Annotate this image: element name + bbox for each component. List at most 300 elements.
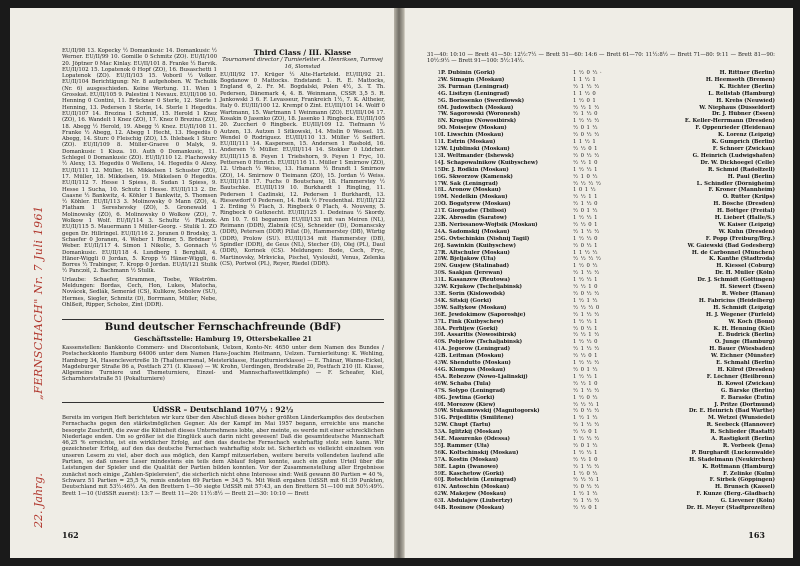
player-ussr: T. Giorgadse (Tbilissi) (441, 208, 507, 215)
player-germany: W. Niephaus (Düsseldorf) (699, 104, 775, 111)
board-number: 3 (437, 83, 441, 90)
board-number: 9 (437, 125, 441, 132)
table-row (427, 250, 775, 257)
player-germany: M. Wetzel (Wunsiedel) (707, 415, 775, 422)
board-number: 25 (434, 235, 441, 242)
player-germany: H. Schmidt (Leipzig) (713, 304, 775, 311)
game-scores: ½ ½ 1 0 (573, 456, 598, 463)
board-number: 2 (437, 76, 441, 83)
game-scores: ½ 1 ½ ½ (573, 228, 600, 235)
table-row (427, 505, 775, 512)
player-ussr: L. Aronow (Moskau) (441, 187, 501, 194)
board-number: 45 (434, 373, 441, 380)
player-ussr: E. Masurenko (Odessa) (441, 436, 511, 443)
game-scores: 1 ½ ½ 0 (573, 339, 598, 346)
player-germany: R. Schlieder (Rastatt) (710, 429, 775, 436)
table-row (427, 201, 775, 208)
game-scores: ½ 1 ½ 0 (573, 111, 598, 118)
player-ussr: J. Rammer (Ufa) (441, 442, 490, 449)
board-number: 52 (434, 422, 441, 429)
game-scores: ½ ½ 1 ½ (573, 332, 600, 339)
left-column-2 (220, 48, 385, 267)
player-germany: B. Kowol (Zwickau) (717, 380, 775, 387)
board-number: 5 (437, 97, 441, 104)
player-ussr: S. Solypo (Leningrad) (441, 387, 506, 394)
game-scores: 1 ½ 0 ½ (573, 470, 598, 477)
player-germany: G. Bärske (Berlin) (720, 387, 775, 394)
table-row (427, 477, 775, 484)
board-number: 15 (434, 166, 441, 173)
player-germany: W. Koch (Bonn) (728, 318, 775, 325)
game-scores: ½ ½ 0 1 (573, 429, 598, 436)
player-ussr: L. Kasanzew (Reutowa) (441, 277, 511, 284)
board-number: 46 (434, 380, 441, 387)
player-germany: H. Brunsch (Kassel) (715, 484, 775, 491)
handwritten-note: „FERNSCHACH" Nr. 7 Juli 1961 (32, 205, 45, 400)
board-number: 23 (434, 221, 441, 228)
player-germany: H. Rittner (Berlin) (719, 70, 775, 76)
player-ussr: S. Saakjan (Jerewan) (441, 270, 503, 277)
table-row (427, 484, 775, 491)
game-scores: ½ 0 ½ ½ (573, 484, 600, 491)
player-ussr: N. Antoschin (Moskau) (441, 484, 510, 491)
table-row (427, 111, 775, 118)
game-scores: ½ ½ 0 1 (573, 353, 598, 360)
player-germany: F. Löchner (Heilbronn) (706, 373, 775, 380)
table-row (427, 98, 775, 105)
board-number: 29 (434, 263, 441, 270)
section-subtitle: Tournament director / Turnierleiter A. Henriksen, Turmvej 16, Slomstad (222, 57, 383, 70)
board-number: 28 (434, 256, 441, 263)
board-number: 53 (434, 429, 441, 436)
game-scores: 1 0 1 ½ (573, 187, 597, 194)
player-germany: W. Kaiser (Leipzig) (718, 221, 775, 228)
table-row (427, 319, 775, 326)
table-row (427, 415, 775, 422)
table-row (427, 353, 775, 360)
game-scores: 1 ½ ½ 1 (573, 373, 598, 380)
game-scores: ½ 1 ½ ½ (573, 311, 600, 318)
player-ussr: J. Schapowalnikow (Kuibyschew) (441, 159, 538, 166)
divider-rule (62, 402, 384, 403)
table-row (427, 312, 775, 319)
table-row (427, 208, 775, 215)
table-row (427, 222, 775, 229)
game-scores: 1 ½ 1 ½ (573, 415, 598, 422)
table-row (427, 436, 775, 443)
board-number: 26 (434, 242, 441, 249)
right-page (404, 8, 793, 558)
player-germany: W. Kuhn (Dresden) (718, 228, 775, 235)
table-row (427, 132, 775, 139)
player-germany: F. Baraske (Eutin) (720, 394, 775, 401)
table-row (427, 429, 775, 436)
table-row (427, 491, 775, 498)
results-paragraph: EU/II/98 13. Kopecky ½ Domankusic 14. Domankusic ½ Werner. EU/II/99 10. Gomille 0 Schmitz (ZO). EU/II/100 20. Jöptner 0 Mac Kinlay. EU/II/101 8. Franke ½ Barvik. EU/II/102 15. Lopatenok 0 Hopf (ZO), 16. Busaschetti 1 Lopatenok (ZO). EU/II/103 15. Voboril ½ Volker. EU/II/104 Berichtigung: Nr. 8 aufgehoben. W. Tschulik (Nr. 6) ausgeschieden. Keine Wertung. 11. Wien 1 Grosskat. EU/II/105 9. Palestini 1 Nevaux. EU/II/106 10. Henning 0 Contini, 11. Brückner 0 Sterle, 12. Sterle 1 Henning, 13. Pedersen 1 Sterle, 14. Sterle 1 Hegedüs. EU/II/107 14. Brezina 1 Schmid, 15. Herold 1 Knez (ZO), 16. Wandelt 1 Knez (ZO), 17. Knez 0 Brezina (ZO), 18. Abegg ½ Herold, 19. Abegg ½ Knez. EU/II/108 11. Franke ½ Abegg, 12. Abegg 1 Hecht, 13. Hegedüs 0 Abegg, 14. Sturc 0 Fleischig (ZO), 15. Ihlebaek 1 Sturc (ZO). EU/II/109 8. Müller-Graeve 0 Malyk, 9. Domankusic 1 Kisza. 10. Auth 0 Domankusic, 11. Schlegel 0 Domankusic (ZO). EU/II/110 12. Flachowsky ½ Alexy, 13. Hegedüs 0 Wellens, 14. Hegedüs 0 Alexy. EU/II/111 12. Müller, 16. Mikkelsen 1 Schuster (ZO), 17. Müller, 18. Mikkelsen, 19. Mikkelsen 0 Hegedüs. EU/II/112 7. Hesse 1 Spiess, 8. Sudan 1 Spiess, 9. Hesse 1 Sucha, 10. Schutz 1 Hesse. EU/II/113 2. Dr. Caasne ½ Bankwitz, 4. Köhler 1 Bankwitz, 5. Thomsen ½ Köhler. EU/II/113 3. Molinowsky 0 Mann (ZO), 4. Flatham 1 Sereshevsky (ZO), 5. Gronewald 1 Molinowsky (ZO), 6. Molinowsky 0 Wolkow (ZO), 7. Wolkow 1 Wolf. EU/II/114 3. Schultz ½ Flatzek. EU/II/115 5. Mauermann 1 Müller-Georg. - Stulik 1. ZO gegen Dr. Hillringel. EU/II/116 2. Joranen 0 Brodsky, 3. Schaefer 0 Joranen, 4. Weber 1 Römer, 5. Brödner 1 Weber. EU/II/117 4. Simon 1 Nikolic, 5. Gonnach ½ Domankusic. EU/II/118 4. Lundberg 1 Berghäll, 4. Häner-Wiggli 0 Jordan, 5. Kropp ½ Häner-Wiggli, 6. Borres ½ Trabinger, 7. Kropp 0 Jordan. EU/II/121 Stulik ½ Panczél, 2. Bachmann ½ Stulik. (62, 48, 217, 275)
player-germany: H. Kilrof (Dresden) (717, 366, 775, 373)
game-scores: ½ 0 1 ½ (573, 125, 598, 132)
board-number: 27 (434, 249, 441, 256)
game-scores: ½ 0 ½ 1 (573, 325, 598, 332)
player-ussr: O. Bogatyrew (Moskau) (441, 201, 511, 208)
game-scores: 1 ½ 0 ½ · (573, 70, 603, 76)
player-germany: J. Pritze (Dortmund) (714, 401, 775, 408)
player-ussr: E. Jewdokimow (Saporoshje) (441, 311, 526, 318)
game-scores: ½ 1 ½ 0 (573, 201, 598, 208)
player-germany: F. Popp (Freiburg/Brg.) (705, 235, 775, 242)
table-row (427, 284, 775, 291)
player-ussr: A. Kostin (Moskau) (441, 456, 499, 463)
game-scores: 1 ½ ½ 0 (573, 235, 598, 242)
board-number: 62 (434, 491, 441, 498)
table-row (427, 270, 775, 277)
game-scores: 1 ½ ½ 1 (573, 277, 598, 284)
player-ussr: A. Perfiljew (Gorki) (441, 325, 498, 332)
player-germany: F. Sirbek (Göppingen) (709, 477, 775, 484)
game-scores: 1 ½ ½ 1 (573, 449, 598, 456)
game-scores: ½ 0 1 ½ (573, 208, 598, 215)
board-number: 22 (434, 215, 441, 222)
player-ussr: A. Sadomskij (Moskau) (441, 228, 510, 235)
handwritten-year: 22. Jahrg. (32, 473, 45, 528)
player-germany: Dr. J. Schmidt (Göttingen) (697, 277, 775, 284)
board-number: 13 (434, 152, 441, 159)
player-ussr: P. Dubinin (Gorki) (441, 70, 496, 76)
player-germany: L. Schindler (Dörnigheim) (696, 180, 775, 187)
board-number: 37 (434, 318, 441, 325)
player-ussr: W. Saltykow (Moskau) (441, 304, 507, 311)
player-germany: W. Gaiewski (Bad Godesberg) (687, 242, 775, 249)
player-germany: Dr. W. Dickhoegel (Celle) (700, 159, 775, 166)
game-scores: ½ 0 ½ ½ (573, 408, 600, 415)
results-table (427, 70, 775, 522)
table-row (427, 277, 775, 284)
player-germany: H. Liebert (Halle/S.) (714, 215, 775, 222)
table-row (427, 167, 775, 174)
game-scores: ½ 0 ½ ½ (573, 291, 600, 297)
player-ussr: B. Rosinow (Moskau) (441, 505, 505, 512)
game-scores: 1 1 ½ 0 (573, 90, 597, 97)
table-row (427, 236, 775, 243)
player-germany: Dr. H. Müller (Köln) (715, 270, 775, 277)
player-ussr: S. Pobjelow (Tschaljabinsk) (441, 339, 523, 346)
game-scores: 1 ½ ½ 1 (573, 166, 598, 173)
game-scores: ½ 0 ½ ½ (573, 132, 600, 139)
table-row (427, 118, 775, 125)
table-row (427, 346, 775, 353)
board-number: 63 (434, 498, 441, 505)
board-number: 10 (434, 132, 441, 139)
player-germany: O. Junge (Hamburg) (714, 339, 775, 346)
game-scores: 1 ½ ½ ½ (573, 118, 600, 125)
game-scores: 1 1 ½ 1 (573, 139, 597, 146)
board-number: 48 (434, 394, 441, 401)
player-germany: A. Rastigkeit (Berlin) (711, 436, 775, 443)
table-row (427, 443, 775, 450)
player-germany: F. Oppenrieder (Heidenau) (695, 125, 775, 132)
game-scores: ½ ½ ½ 1 (573, 401, 600, 408)
player-ussr: K. Koltschinskij (Moskau) (441, 449, 519, 456)
player-ussr: K. Abrosdin (Saratow) (441, 215, 507, 222)
board-number: 4 (437, 90, 441, 97)
player-ussr: J. Rotschtein (Leningrad) (441, 477, 517, 484)
player-ussr: E. Sorin (Kislowodsk) (441, 291, 506, 297)
board-number: 64 (434, 505, 441, 512)
player-ussr: A. Rebezow (Nowo-Ljalinskij) (441, 373, 528, 380)
board-number: 36 (434, 311, 441, 318)
table-row (427, 174, 775, 181)
left-column-1 (62, 48, 217, 308)
player-germany: R. Schmid (Radolfzell) (707, 166, 775, 173)
table-row (427, 229, 775, 236)
board-number: 32 (434, 284, 441, 291)
game-scores: 1 ½ 1 ½ (573, 491, 598, 498)
game-scores: ½ 1 ½ ½ (573, 463, 600, 470)
player-germany: H. Fabricius (Heidelberg) (698, 297, 775, 304)
section-title: Third Class / III. Klasse (253, 48, 352, 57)
board-number: 51 (434, 415, 441, 422)
board-number: 41 (434, 346, 441, 353)
game-scores: ½ ½ ½ 1 (573, 477, 600, 484)
table-row (427, 139, 775, 146)
game-scores: ½ 1 ½ ½ (573, 387, 600, 394)
game-scores: 1 ½ ½ 1 (573, 318, 598, 325)
game-scores: 1 ½ ½ ½ (573, 360, 600, 367)
table-row (427, 374, 775, 381)
player-ussr: W. Krjukow (Tscheljabinsk) (441, 284, 523, 291)
notices-paragraph: Urlaube: Schaefer, Strammen, Toebe, Wikström. Meldungen: Bordas, Cech, Hon, Lukes, Matocha, Novácek, Sedlák, Semerád (CS), Kulikow, Sobolew (SU), Hermes, Siegler, Schmitz (D), Borrmann, Müller, Nebe, Ohlßeit, Ripper, Scholze, Zint (DDR). (62, 276, 217, 308)
player-germany: R. Vorbeek (Jena) (722, 442, 775, 449)
game-scores: ½ 1 ½ ½ (573, 83, 600, 90)
game-scores: 1 ½ ½ ½ (573, 436, 600, 443)
player-germany: Dr. J. Hübner (Essen) (711, 111, 775, 118)
table-row (427, 471, 775, 478)
results-table-body (427, 70, 775, 512)
game-scores: ½ 0 1 ½ (573, 442, 598, 449)
board-number: 49 (434, 401, 441, 408)
game-scores: ½ ½ 1 0 (573, 380, 598, 387)
table-row (427, 326, 775, 333)
player-ussr: W. Shendutto (Moskau) (441, 360, 511, 367)
table-row (427, 84, 775, 91)
game-scores: ½ 1 ½ ½ (573, 498, 600, 505)
board-number: 61 (434, 484, 441, 491)
board-number: 50 (434, 408, 441, 415)
player-ussr: J. Sawinkin (Kuibyschew) (441, 242, 516, 249)
table-row (427, 181, 775, 188)
board-results-text: 31—40: 10:10 — Brett 41—50: 12½:7½ — Brett 51—60: 14:6 — Brett 61—70: 11½:8½ — Brett 71—80: 9:11 — Brett 81—90: 10½:9½ — Brett 91—100: 5½:14½. (427, 52, 775, 65)
board-number: 30 (434, 270, 441, 277)
game-scores: 1 ½ ½ 1 (573, 215, 598, 222)
player-germany: Dr. E. Heinrich (Bad Warthe) (688, 408, 775, 415)
player-germany: F. Schnorr (Zwickau) (712, 145, 775, 152)
player-germany: F. Kunze (Berg.-Gladbach) (696, 491, 775, 498)
board-number: 35 (434, 304, 441, 311)
game-scores: ½ ½ ½ ½ (573, 180, 602, 187)
game-scores: ½ ½ ½ ½ (573, 256, 602, 263)
table-row (427, 381, 775, 388)
table-row (427, 153, 775, 160)
board-number: 8 (437, 118, 441, 125)
player-ussr: G. Ovtschinkin (Nishnij Tagil) (441, 235, 530, 242)
board-number: 47 (434, 387, 441, 394)
player-ussr: W. Simagin (Moskau) (441, 76, 505, 83)
player-ussr: S. Furman (Leningrad) (441, 83, 509, 90)
table-row (427, 408, 775, 415)
player-germany: P. Burghardt (Luckenwalde) (691, 449, 775, 456)
player-ussr: W. Sagorowski (Woronesh) (441, 111, 521, 118)
table-row (427, 91, 775, 98)
udssr-heading: UdSSR – Deutschland 107½ : 92½ (152, 405, 294, 414)
board-number: 19 (434, 194, 441, 201)
board-number: 6 (437, 104, 441, 111)
board-number: 55 (434, 442, 441, 449)
table-row (427, 395, 775, 402)
game-scores: 1 ½ 0 ½ (573, 394, 598, 401)
board-number: 34 (434, 297, 441, 304)
divider-rule (62, 319, 384, 320)
table-row (427, 298, 775, 305)
board-number: 1 (437, 70, 441, 76)
game-scores: ½ 0 ½ ½ (573, 152, 600, 159)
bdf-subheading: Geschäftsstelle: Hamburg 19, Ottersbekallee 21 (134, 335, 312, 343)
game-scores: 1 ½ 0 ½ (573, 263, 598, 270)
player-ussr: I. Morozow (Kiew) (441, 401, 496, 408)
player-ussr: I. Assaritis (Nowosibirsk) (441, 332, 517, 339)
bdf-text: Kassenstellen: Bankkonto Commerz- und Discontobank, Uelzen, Konto-Nr. 4650 unter dem Namen des Bundes / Postscheckkonto Hamburg 64006 unter dem Namen Hans-Joachim Heitmann, Uelzen. Turnierleitung: K. Wehling, Hamburg 34, Hasenclevertreße 1b (Thaltenernenal, Meisterklasse, Hauptturnierklasse) — E. Thänar, Wanne-Eickel, Magdeburger Straße 86 a, Postfach 271 (I. Klasse) — W. Krohn, Uerdingen, Brodstraße 20, Postfach 210 (II. Klasse, Allgemeine Turniere und Themeturniere, Einzel- und Mannschaftswettkämpfe) — F. Scheafer, Kiel, Scharnhorststraße 51 (Pokalturniere) (62, 345, 384, 383)
player-ussr: G. Prijedlitis (Smilitene) (441, 415, 514, 422)
player-germany: F. Kroner (Mannheim) (708, 187, 775, 194)
game-scores: ½ ½ 1 0 (573, 284, 598, 291)
game-scores: ½ 1 ½ ½ (573, 270, 600, 277)
table-row (427, 388, 775, 395)
player-germany: H. Heemsoth (Bremen) (705, 76, 775, 83)
game-scores: 1 1 ½ 1 (573, 76, 597, 83)
player-germany: K. Lorenz (Leipzig) (718, 132, 775, 139)
player-ussr: W. Ljublinski (Moskau) (441, 145, 510, 152)
table-row (427, 360, 775, 367)
board-number: 11 (434, 139, 441, 146)
board-number: 16 (434, 173, 441, 180)
board-number: 42 (434, 353, 441, 360)
player-germany: G. Heinrich (Ludwigshafen) (692, 152, 775, 159)
left-page (10, 8, 395, 558)
game-scores: ½ ½ 1 1 (573, 194, 598, 201)
player-ussr: L. Fink (Kuibyschew) (441, 318, 504, 325)
board-number: 54 (434, 436, 441, 443)
board-number: 43 (434, 360, 441, 367)
table-row (427, 215, 775, 222)
board-number: 24 (434, 228, 441, 235)
udssr-text: Bereits im vorigen Heft berichteten wir kurz über den Abschluß dieses bisher größten Länderkampfes des deutschen Fernschachs gegen den stärkstmöglichen Gegner. Als der Kampf im Mai 1957 begann, erreichte uns manche besorgte Zuschrift, die zwar die Kühnheit dieses Unternehmens lobte, aber meinte, es werde mit einer schrecklichen Niederlage enden. Um so größer ist die Einglück auch darin nicht gewesen! Daß die gesamtdeutsche Mannschaft 46,25 % erreichte, ist ein wirklicher Erfolg, auf den das deutsche Fernschach wahrhaftig stolz sein kann. Wir gezeichneter Erfolg, auf den das deutsche Fernschach wahrhaftig stolz ist. Sicherlich es vielleicht einzelnen von unseren Lesern zu viel, aber doch aus möglich, den Kampf mitzuerleben, weitere bereits vollendeten laufend alle Partien, so daß unsere Leser mindestens ein teils dem Ablauf folgen konnte, auch ein guten Urteil über die Leistungen der Spieler und die Qualität der Partien bilden konnten. Vor der Zusammenstellung aller Ergebnisse zunächst noch einige „Zahlen-Spielereien", die sicherlich nicht ohne Interesse sind: Weiß gewann 80 Partien = 40 %, Schwarz 51 Partien = 25,5 %, remis endeten 69 Partien = 34,5 %. Mit Weiß ergaben UdSSR mit 61:39 Punkten, Deutschland mit 53½:46½. An den Brettern 1—50 siegte UdSSR mit 57:43, an den Brettern 51—100 mit 50½:49½. Brett 1—10 (UdSSR zuerst): 13:7 — Brett 11—20: 11½:8½ — Brett 21—30: 10:10 — Brett (62, 415, 384, 497)
player-germany: K. Gumprich (Berlin) (711, 139, 775, 146)
player-germany: H. Siewert (Essen) (719, 284, 775, 291)
player-ussr: M. Judowitsch (Moskau) (441, 104, 514, 111)
board-number: 38 (434, 325, 441, 332)
table-row (427, 339, 775, 346)
player-ussr: W. Schaba (Tula) (441, 380, 491, 387)
game-scores: 1 1 ½ ½ (573, 249, 598, 256)
page-number: 162 (62, 530, 79, 540)
board-number: 14 (434, 159, 441, 166)
table-row (427, 146, 775, 153)
player-germany: H. Bauer (Wiesbaden) (709, 346, 775, 353)
table-row (427, 194, 775, 201)
player-ussr: A. Iglitzkij (Moskau) (441, 429, 503, 436)
player-ussr: B. Nerissanow-Wojtsik (Moskau) (441, 221, 538, 228)
table-row (427, 125, 775, 132)
game-scores: ½ ½ 1 ½ (573, 104, 600, 111)
player-germany: Dr. H. Meyer (Stadtprozelten) (686, 505, 775, 512)
player-ussr: K. Sitskij (Gorki) (441, 297, 492, 304)
table-row (427, 160, 775, 167)
player-ussr: I. Estrin (Moskau) (441, 139, 496, 146)
board-number: 20 (434, 201, 441, 208)
third-class-results: EU/III/92 17. Krüger ½ Alte-Hartzfeld. EU/III/92 21. Bogdanow 0 Mattocks. Endstand: 1. R. E. Mattocks, England 6, 2. Fr. M. Bogdalski, Polen 4½, 3. T. Th. Pedersen, Dänemark 4, 4. B. Weinmann, CSSR 3,5 5. R. Jankowski 3 6. F. Levasseur, Frankreich 1½, 7. K. Altheier, Italy 0. EU/III/100 12. Krempf 0 Zint. EU/III/101 14. Wolff 0 Wartmann, 15. Wartmann 1 Weinmann (ZO). EU/III/104 17. Kosakin 0 Jasenko (ZO), 18. Jasenko 1 Ringbeck. EU/III/105 20. Zuccheri 0 Ringbeck. EU/III/109 12. Tiefmann ½ Autzen, 13. Autzen 1 Sitkowski, 14. Mislin 0 Wessel. 15. Wendel 0 Rodriguez. EU/III/110 13. Müller ½ Seiffert. EU/III/111 14. Kaspersen, 15. Andersen 1 Rasbold, 16. Andersen ½ Müller. EU/III/114 14. Stokker 0 Lüdcher. EU/III/115 8. Feyen 1 Triebshorn, 9. Feyen 1 Fryc, 10. Pettersen 0 Hinrich. EU/III/116 11. Müller 1 Smirnow (ZO), 12. Urbach ½ Weiss, 13. Hamann ½ Brandt 1 Smirnow (ZO), 14. Smirnow 0 Tieimann (ZO), 15. Jordan ½ Weiss. EU/III/118 17. Fuchs 0 Boutschaw, 18. Hammerstey ½ Bautschke. EU/III/119 10. Burkhardt 1 Ringling, 11. Pedersen 1 Cazlinski, 12. Pedersen 1 Burkhardt, 13. Riesewdorf 0 Pedersen, 14. Reik ½ Freudenthal. EU/III/122 2. Erding ½ Flach, 3. Ringbeck 0 Flach, 4. Nouveny, 5. Ringbeck 0 Gutknecht. EU/III/125 1. Dedeinau ½ Skordy. Am 10. 7. 61 begannen EU/III/133 mit van Meiren (NL), Reimann (DDR), Zlabnik (CS), Schneider (D), Domanscsky (DDR), Petersen (DDR) Pillat (D), Hammerstey (DB), Würtig (DDR), Prolow (SU). EU/III/134 mit Hammerstey (DB), Spindler (DDR), de Geus (NL), Stecher (D), Olej (PL), Daul (DDR), Korinek (CS). Meldungen: Bode, Cech, Fryc, Martinovsky, Mrkvicka, Pischel, Vysloužil, Venus, Zelenka (CS), Portwol (PL), Reyer, Riedel (DDR). (220, 71, 385, 267)
table-row (427, 450, 775, 457)
player-germany: E. Schmahl (Berlin) (716, 360, 775, 367)
game-scores: ½ ½ 1 0 (573, 159, 598, 166)
game-scores: ½ ½ ½ 0 (573, 304, 600, 311)
player-germany: E. Keller-Herrmann (Dresden) (684, 118, 775, 125)
player-germany: K. H. Henning (Kiel) (713, 325, 775, 332)
book-gutter (394, 8, 404, 558)
player-ussr: W. Makejew (Moskau) (441, 491, 507, 498)
player-ussr: G. Lisitzyn (Leningrad) (441, 90, 510, 97)
game-scores: ½ 1 ½ ½ (573, 422, 600, 429)
board-number: 56 (434, 449, 441, 456)
player-germany: K. Rottmann (Hamburg) (702, 463, 775, 470)
player-ussr: N. Gusjew (Stalinabad) (441, 263, 510, 270)
game-scores: ½ 0 ½ 1 (573, 242, 598, 249)
player-germany: H. J. Wegener (Fürfeld) (706, 311, 775, 318)
table-row (427, 305, 775, 312)
table-row (427, 243, 775, 250)
board-number: 21 (434, 208, 441, 215)
player-germany: K. Richter (Berlin) (719, 83, 775, 90)
player-ussr: I. Abdulajew (Liubertzy) (441, 498, 513, 505)
player-germany: H. Böttger (Freital) (716, 208, 775, 215)
table-row (427, 70, 775, 77)
table-row (427, 367, 775, 374)
game-scores: 1 ½ 1 ½ (573, 297, 598, 304)
board-number: 31 (434, 277, 441, 284)
player-germany: R. Seebeck (Hannover) (706, 422, 775, 429)
player-ussr: G. Skworzow (Kamensk) (441, 173, 513, 180)
player-germany: R. Weber (Hanau) (721, 291, 775, 297)
player-ussr: E. Lapin (Iwanowo) (441, 463, 499, 470)
board-number: 7 (437, 111, 441, 118)
player-germany: H. Kiessel (Coburg) (716, 263, 775, 270)
player-ussr: W. Sak (Leningrad) (441, 180, 499, 187)
player-ussr: I. Liwschin (Moskau) (441, 132, 504, 139)
player-ussr: E. Kaschetow (Gorki) (441, 470, 505, 477)
board-number: 44 (434, 366, 441, 373)
game-scores: 1 ½ 0 1 (573, 97, 597, 104)
game-scores: ½ 1 ½ ½ (573, 346, 600, 353)
player-ussr: G. Klompus (Moskau) (441, 366, 506, 373)
player-germany: O. Rütter (Krilps) (722, 194, 775, 201)
player-ussr: R. Altschuler (Moskau) (441, 249, 510, 256)
page-number: 163 (748, 530, 765, 540)
board-number: 12 (434, 145, 441, 152)
table-row (427, 457, 775, 464)
table-row (427, 291, 775, 298)
table-row (427, 105, 775, 112)
table-row (427, 263, 775, 270)
player-germany: W. Eichner (Münster) (711, 353, 775, 360)
board-number: 18 (434, 187, 441, 194)
